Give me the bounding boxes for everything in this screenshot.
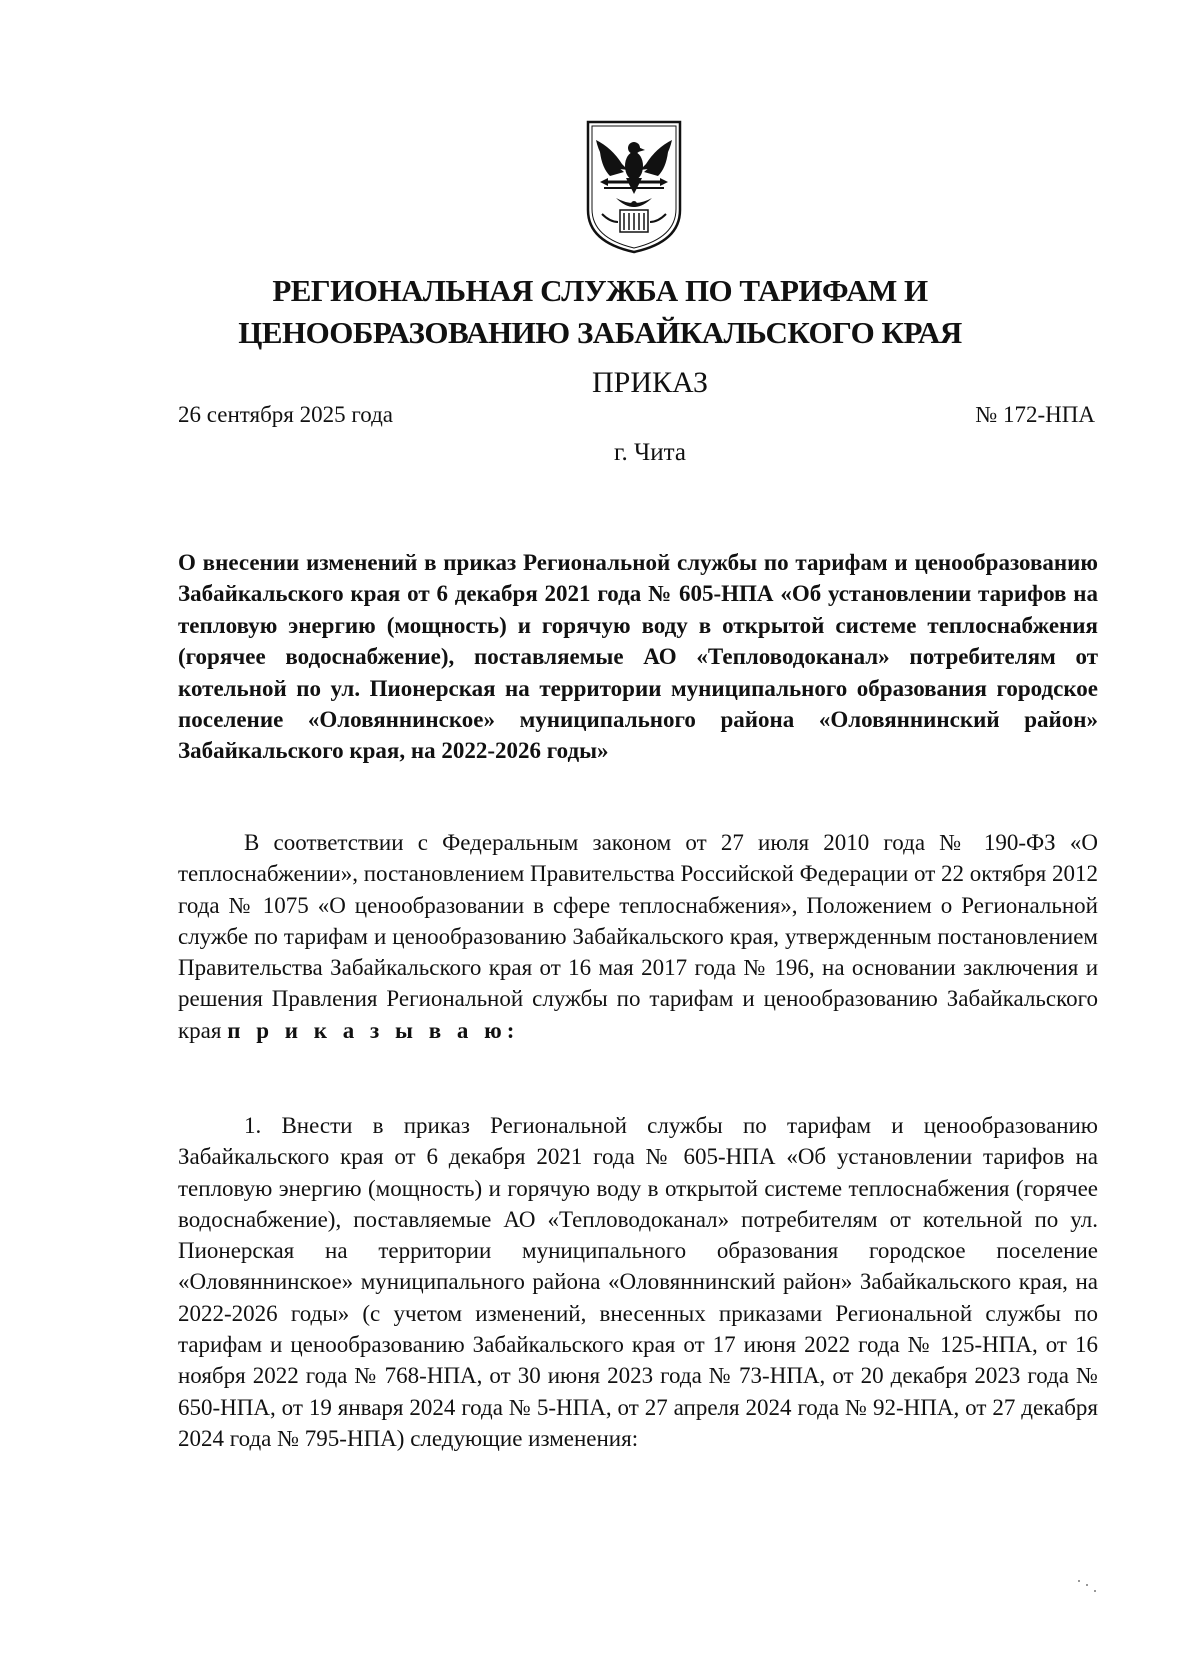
organization-title-line-2: ЦЕНООБРАЗОВАНИЮ ЗАБАЙКАЛЬСКОГО КРАЯ xyxy=(238,315,962,350)
item-1-paragraph: 1. Внести в приказ Региональной службы по тарифам и ценообразованию Забайкальского края от 6 декабря 2021 года № 605-НПА «Об установлении тарифов на тепловую энергию (мощность) и горячую воду в открытой системе теплоснабжения (горячее водоснабжение), поставляемые АО «Тепловодоканал» потребителям от котельной по ул. Пионерская на территории муниципального образования городское поселение «Оловяннинское» муниципального района «Оловяннинский район» Забайкальского края, на 2022-2026 годы» (с учетом изменений, внесенных приказами Региональной службы по тарифам и ценообразованию Забайкальского края от 17 июня 2022 года № 125-НПА, от 16 ноября 2022 года № 768-НПА, от 30 июня 2023 года № 73-НПА, от 20 декабря 2023 года № 650-НПА, от 19 января 2024 года № 5-НПА, от 27 апреля 2024 года № 92-НПА, от 27 декабря 2024 года № 795-НПА) следующие изменения: xyxy=(178,1113,1098,1451)
order-word: п р и к а з ы в а ю: xyxy=(227,1017,520,1043)
organization-title xyxy=(150,270,1050,354)
zabaikalsky-krai-coat-of-arms-icon xyxy=(582,118,686,256)
preamble-text: В соответствии с Федеральным законом от 27 июля 2010 года № 190-ФЗ «О теплоснабжении», постановлением Правительства Российской Федерации от 22 октября 2012 года № 1075 «О ценообразовании в сфере теплоснабжения», Положением о Региональной службе по тарифам и ценообразованию Забайкальского края, утвержденным постановлением Правительства Забайкальского края от 16 мая 2017 года № 196, на основании заключения и решения Правления Региональной службы по тарифам и ценообразованию Забайкальского края xyxy=(178,830,1098,1043)
organization-title-line-1: РЕГИОНАЛЬНАЯ СЛУЖБА ПО ТАРИФАМ И xyxy=(272,273,928,308)
document-type: ПРИКАЗ xyxy=(592,366,708,399)
scan-speck xyxy=(1078,1580,1080,1582)
preamble-paragraph xyxy=(178,827,1098,1046)
document-subject: О внесении изменений в приказ Региональной службы по тарифам и ценообразованию Забайкальского края от 6 декабря 2021 года № 605-НПА «Об установлении тарифов на тепловую энергию (мощность) и горячую воду в открытой системе теплоснабжения (горячее водоснабжение), поставляемые АО «Тепловодоканал» потребителям от котельной по ул. Пионерская на территории муниципального образования городское поселение «Оловяннинское» муниципального района «Оловяннинский район» Забайкальского края, на 2022-2026 годы» xyxy=(178,550,1098,764)
scan-speck xyxy=(1094,1590,1096,1592)
scan-speck xyxy=(1086,1584,1088,1586)
document-number: № 172-НПА xyxy=(975,402,1095,427)
document-date: 26 сентября 2025 года xyxy=(178,402,393,427)
document-city: г. Чита xyxy=(614,439,686,466)
